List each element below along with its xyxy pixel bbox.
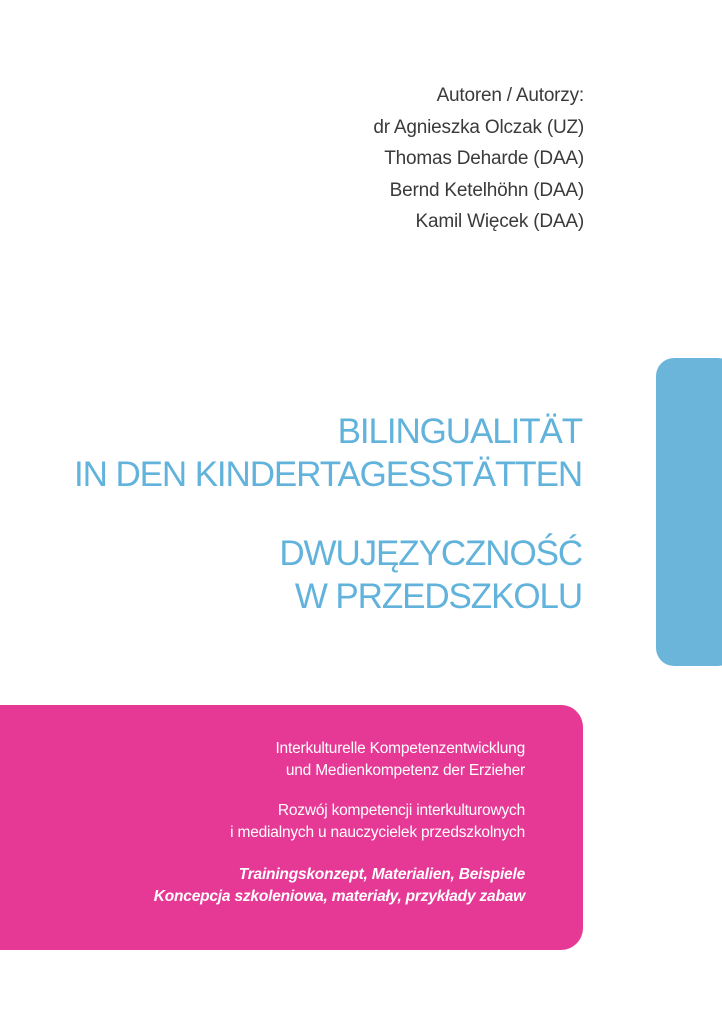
tagline-line: Koncepcja szkoleniowa, materiały, przykłady zabaw bbox=[153, 888, 525, 905]
subtitle-line: i medialnych u nauczycielek przedszkolnych bbox=[230, 824, 525, 841]
subtitle-line: Interkulturelle Kompetenzentwicklung bbox=[275, 740, 525, 757]
tagline-line: Trainingskonzept, Materialien, Beispiele bbox=[238, 866, 525, 883]
author-name: Thomas Deharde (DAA) bbox=[384, 148, 584, 169]
title-german bbox=[74, 410, 582, 496]
title-line: BILINGUALITÄT bbox=[337, 412, 582, 451]
tagline bbox=[154, 864, 525, 908]
author-name: dr Agnieszka Olczak (UZ) bbox=[373, 116, 584, 138]
side-tab-decoration bbox=[656, 358, 722, 666]
authors-heading: Autoren / Autorzy: bbox=[436, 85, 584, 106]
author-name: Kamil Więcek (DAA) bbox=[415, 211, 584, 232]
author-name: Bernd Ketelhöhn (DAA) bbox=[389, 179, 584, 201]
subtitle-line: und Medienkompetenz der Erzieher bbox=[285, 762, 525, 779]
subtitle-line: Rozwój kompetencji interkulturowych bbox=[277, 802, 525, 819]
subtitle-panel bbox=[0, 705, 583, 950]
subtitle-german bbox=[275, 738, 525, 782]
authors-block bbox=[373, 80, 584, 238]
subtitle-polish bbox=[230, 800, 525, 844]
title-line: W PRZEDSZKOLU bbox=[294, 577, 582, 616]
title-polish bbox=[279, 532, 582, 618]
title-line: IN DEN KINDERTAGESSTÄTTEN bbox=[74, 455, 582, 494]
title-line: DWUJĘZYCZNOŚĆ bbox=[279, 534, 582, 573]
